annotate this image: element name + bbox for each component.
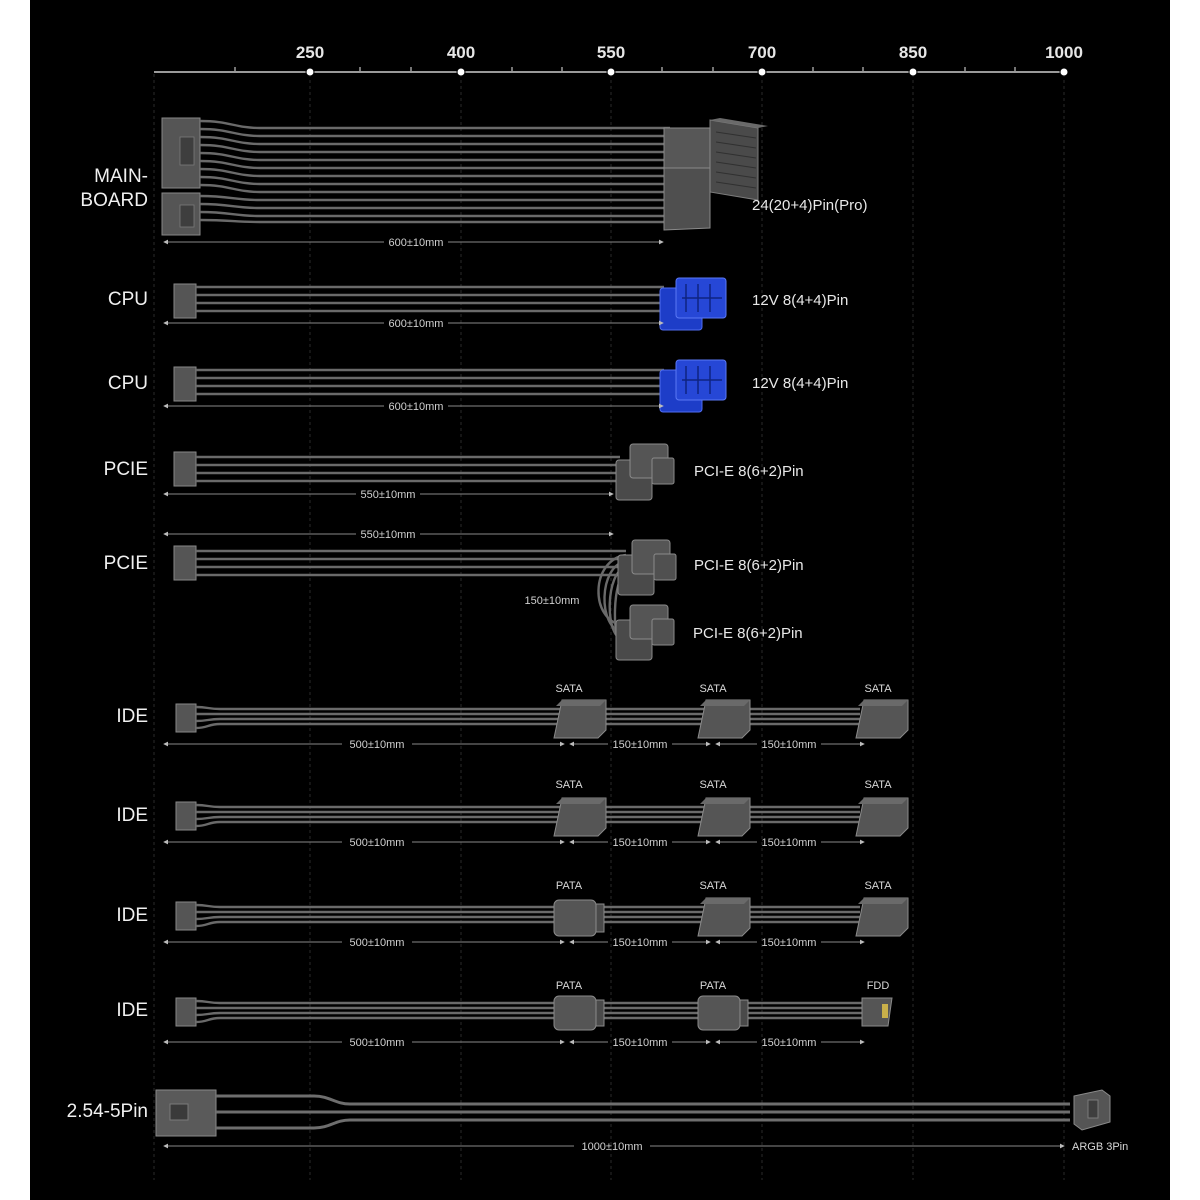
psu-side-connector <box>174 367 196 401</box>
pata-connector <box>554 900 604 936</box>
dimension-label: 550±10mm <box>360 489 416 501</box>
sata-connector <box>698 898 750 936</box>
sata-connector <box>856 700 908 738</box>
row-label: PCIE <box>103 459 148 480</box>
dimension-label: 150±10mm <box>612 937 668 949</box>
dimension-label: 150±10mm <box>612 1037 668 1049</box>
dimension-label: 500±10mm <box>349 837 405 849</box>
scale-tick-label: 400 <box>446 43 476 62</box>
scale-tick-label: 1000 <box>1045 43 1083 62</box>
connector-tag: SATA <box>699 683 727 695</box>
connector-tag: SATA <box>555 779 583 791</box>
scale-tick-label: 250 <box>295 43 325 62</box>
row-label: BOARD <box>80 190 148 211</box>
scale-tick-label: 700 <box>747 43 777 62</box>
ide-cable-row-4 <box>116 980 892 1049</box>
dimension-label: 600±10mm <box>388 401 444 413</box>
connector-tag: PATA <box>699 980 727 992</box>
connector-tag: FDD <box>866 980 890 992</box>
row-label: MAIN- <box>94 166 148 187</box>
ide-cable-row-1 <box>116 683 908 751</box>
sata-connector <box>698 798 750 836</box>
dimension-label: 150±10mm <box>761 937 817 949</box>
dimension-label: 500±10mm <box>349 739 405 751</box>
cable-bundle <box>196 805 860 826</box>
connector-tag: SATA <box>864 683 892 695</box>
row-label: IDE <box>116 905 148 926</box>
dimension-label: 600±10mm <box>388 318 444 330</box>
pcie-8pin-connector <box>616 444 674 500</box>
psu-side-connector <box>174 284 196 318</box>
pcie-8pin-connector <box>616 605 674 660</box>
connector-label: PCI-E 8(6+2)Pin <box>694 557 804 574</box>
psu-side-connector <box>174 452 196 486</box>
connector-tag: SATA <box>699 880 727 892</box>
sata-connector <box>554 700 606 738</box>
cable-bundle <box>196 1001 866 1022</box>
fdd-connector <box>862 998 892 1026</box>
dimension-label: 150±10mm <box>524 595 580 607</box>
connector-tag: PATA <box>555 880 583 892</box>
connector-label: PCI-E 8(6+2)Pin <box>693 625 803 642</box>
length-scale <box>154 43 1083 76</box>
cable-bundle <box>196 370 664 394</box>
connector-tag: PATA <box>555 980 583 992</box>
sata-connector <box>856 898 908 936</box>
row-label: IDE <box>116 706 148 727</box>
pata-connector <box>698 996 748 1030</box>
cable-bundle <box>200 121 670 222</box>
row-label: IDE <box>116 805 148 826</box>
connector-label: 24(20+4)Pin(Pro) <box>752 197 868 214</box>
pcie-cable-row-1 <box>104 444 804 501</box>
dimension-label: 500±10mm <box>349 1037 405 1049</box>
cpu-8pin-connector <box>660 360 726 412</box>
dimension-label: 150±10mm <box>761 1037 817 1049</box>
dimension-label: 150±10mm <box>612 739 668 751</box>
connector-tag: SATA <box>864 779 892 791</box>
psu-side-connector <box>174 546 196 580</box>
dimension-label: 500±10mm <box>349 937 405 949</box>
pata-connector <box>554 996 604 1030</box>
connector-tag: SATA <box>864 880 892 892</box>
row-label: PCIE <box>103 553 148 574</box>
scale-tick-label: 550 <box>596 43 626 62</box>
row-label: IDE <box>116 1000 148 1021</box>
cable-bundle <box>196 287 664 311</box>
dimension-label: 150±10mm <box>761 837 817 849</box>
connector-label: 12V 8(4+4)Pin <box>752 375 849 392</box>
connector-tag: SATA <box>699 779 727 791</box>
cable-bundle <box>196 457 620 481</box>
ide-cable-row-3 <box>116 880 908 949</box>
cpu-cable-row-2 <box>108 360 848 413</box>
sata-connector <box>856 798 908 836</box>
pcie-8pin-connector <box>618 540 676 595</box>
sata-connector <box>698 700 750 738</box>
psu-side-connector <box>176 704 196 732</box>
psu-side-connector <box>176 998 196 1026</box>
dimension-label: 550±10mm <box>360 529 416 541</box>
row-label: 2.54-5Pin <box>66 1101 148 1122</box>
mainboard-cable-row <box>80 118 867 249</box>
cable-bundle <box>196 707 860 728</box>
psu-side-connector <box>176 802 196 830</box>
argb-cable-row <box>67 1090 1129 1153</box>
row-label: CPU <box>107 289 148 310</box>
cable-bundle <box>196 905 860 926</box>
cpu-cable-row-1 <box>108 278 848 330</box>
cable-bundle <box>216 1096 1070 1128</box>
diagram-svg <box>30 0 1170 1200</box>
argb-3pin-connector <box>1074 1090 1110 1130</box>
connector-label: PCI-E 8(6+2)Pin <box>694 463 804 480</box>
connector-tag: SATA <box>555 683 583 695</box>
scale-tick-label: 850 <box>898 43 928 62</box>
dimension-label: 1000±10mm <box>581 1141 643 1153</box>
connector-label: ARGB 3Pin <box>1072 1141 1129 1153</box>
pcie-cable-row-2 <box>104 529 804 660</box>
psu-side-connector <box>176 902 196 930</box>
dimension-label: 150±10mm <box>612 837 668 849</box>
cable-length-diagram <box>30 0 1170 1200</box>
ide-cable-row-2 <box>116 779 908 849</box>
dimension-label: 600±10mm <box>388 237 444 249</box>
dimension-label: 150±10mm <box>761 739 817 751</box>
cpu-8pin-connector <box>660 278 726 330</box>
connector-label: 12V 8(4+4)Pin <box>752 292 849 309</box>
row-label: CPU <box>107 373 148 394</box>
sata-connector <box>554 798 606 836</box>
